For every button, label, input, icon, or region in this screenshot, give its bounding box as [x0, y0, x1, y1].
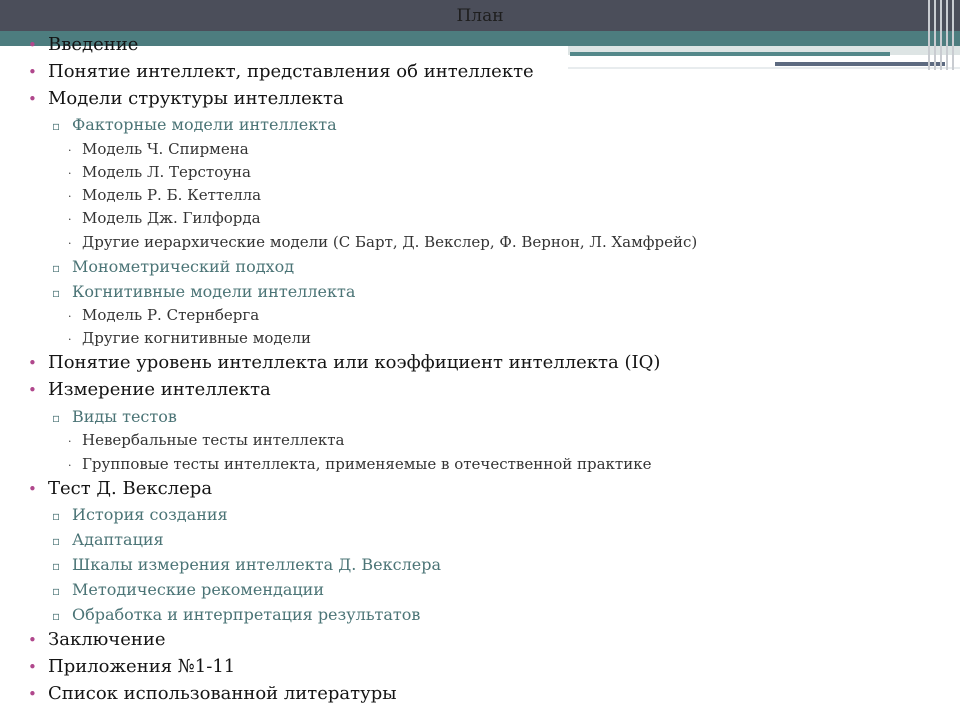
outline-item	[28, 34, 138, 56]
slide-title: План	[456, 6, 504, 26]
outline-item-text: Модель Ч. Спирмена	[82, 140, 249, 158]
outline-subitem	[52, 604, 420, 627]
outline-item	[28, 656, 235, 678]
outline-subsubitem	[68, 207, 261, 231]
accent-bar	[0, 31, 960, 46]
bullet-icon: •	[28, 354, 37, 372]
outline-item-text: Виды тестов	[72, 407, 177, 426]
dot-bullet-icon: ·	[68, 310, 72, 323]
bullet-icon: •	[28, 658, 37, 676]
outline-item-text: Факторные модели интеллекта	[72, 115, 337, 134]
outline-item-text: Измерение интеллекта	[48, 379, 271, 400]
outline-item-text: История создания	[72, 505, 228, 524]
outline-item-text: Введение	[48, 34, 139, 55]
outline-item-text: Адаптация	[72, 530, 164, 549]
outline-subitem	[52, 529, 164, 552]
dot-bullet-icon: ·	[68, 459, 72, 472]
outline-item-text: Тест Д. Векслера	[48, 478, 213, 499]
outline-item-text: Модель Л. Терстоуна	[82, 163, 251, 181]
outline-subsubitem	[68, 327, 311, 351]
outline-item-text: Обработка и интерпретация результатов	[72, 605, 421, 624]
outline-subsubitem	[68, 429, 344, 453]
outline-item-text: Список использованной литературы	[48, 683, 397, 704]
outline-item-text: Групповые тесты интеллекта, применяемые в отечественной практике	[82, 455, 652, 473]
outline-item-text: Модель Дж. Гилфорда	[82, 209, 261, 227]
outline-item-text: Приложения №1-11	[48, 656, 236, 677]
square-bullet-icon: ▫	[52, 286, 61, 300]
outline-item-text: Другие когнитивные модели	[82, 329, 312, 347]
outline-item-text: Когнитивные модели интеллекта	[72, 282, 356, 301]
dot-bullet-icon: ·	[68, 435, 72, 448]
bullet-icon: •	[28, 63, 37, 81]
outline-subitem	[52, 114, 337, 137]
dot-bullet-icon: ·	[68, 333, 72, 346]
square-bullet-icon: ▫	[52, 509, 61, 523]
outline-item-text: Понятие интеллект, представления об интеллекте	[48, 61, 534, 82]
outline-subitem	[52, 504, 228, 527]
outline-subsubitem	[68, 453, 651, 477]
outline-item-text: Шкалы измерения интеллекта Д. Векслера	[72, 555, 442, 574]
dot-bullet-icon: ·	[68, 213, 72, 226]
outline-subsubitem	[68, 231, 697, 255]
outline-item-text: Понятие уровень интеллекта или коэффициент интеллекта (IQ)	[48, 352, 661, 373]
outline-item-text: Модель Р. Стернберга	[82, 306, 260, 324]
outline-item-text: Модель Р. Б. Кеттелла	[82, 186, 262, 204]
square-bullet-icon: ▫	[52, 609, 61, 623]
outline-subitem	[52, 256, 294, 279]
bullet-icon: •	[28, 685, 37, 703]
bullet-icon: •	[28, 36, 37, 54]
outline-item	[28, 478, 212, 500]
outline-subitem	[52, 406, 177, 429]
square-bullet-icon: ▫	[52, 411, 61, 425]
outline-item-text: Методические рекомендации	[72, 580, 325, 599]
square-bullet-icon: ▫	[52, 261, 61, 275]
outline-item-text: Заключение	[48, 629, 166, 650]
square-bullet-icon: ▫	[52, 559, 61, 573]
bullet-icon: •	[28, 381, 37, 399]
outline-subsubitem	[68, 161, 251, 185]
decorative-stripes	[918, 0, 960, 70]
accent-line	[568, 67, 960, 69]
outline-item	[28, 379, 271, 401]
outline-subitem	[52, 281, 355, 304]
dot-bullet-icon: ·	[68, 167, 72, 180]
outline-item-text: Другие иерархические модели (С Барт, Д. Векслер, Ф. Вернон, Л. Хамфрейс)	[82, 233, 698, 251]
outline-subitem	[52, 579, 324, 602]
outline-item	[28, 88, 344, 110]
outline-item	[28, 61, 534, 83]
outline-item	[28, 629, 166, 651]
dot-bullet-icon: ·	[68, 237, 72, 250]
bullet-icon: •	[28, 631, 37, 649]
dot-bullet-icon: ·	[68, 190, 72, 203]
outline-subsubitem	[68, 304, 259, 328]
outline-item-text: Модели структуры интеллекта	[48, 88, 344, 109]
accent-line	[570, 52, 890, 56]
dot-bullet-icon: ·	[68, 144, 72, 157]
bullet-icon: •	[28, 480, 37, 498]
square-bullet-icon: ▫	[52, 584, 61, 598]
outline-item	[28, 352, 660, 374]
outline-subsubitem	[68, 138, 249, 162]
outline-item	[28, 683, 397, 705]
square-bullet-icon: ▫	[52, 534, 61, 548]
square-bullet-icon: ▫	[52, 119, 61, 133]
outline-subitem	[52, 554, 441, 577]
outline-item-text: Невербальные тесты интеллекта	[82, 431, 345, 449]
outline-item-text: Монометрический подход	[72, 257, 295, 276]
outline-subsubitem	[68, 184, 261, 208]
bullet-icon: •	[28, 90, 37, 108]
